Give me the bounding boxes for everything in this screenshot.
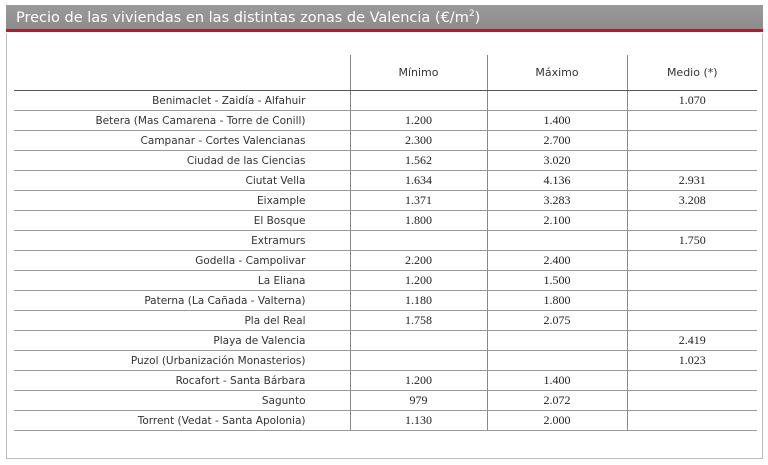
zone-name: Paterna (La Cañada - Valterna) [14, 291, 350, 311]
avg-price: 2.931 [627, 171, 757, 191]
avg-price [627, 371, 757, 391]
table-row [14, 91, 757, 111]
zone-name: Playa de Valencia [14, 331, 350, 351]
zone-name: Ciutat Vella [14, 171, 350, 191]
avg-price [627, 291, 757, 311]
zone-name: Rocafort - Santa Bárbara [14, 371, 350, 391]
min-price: 1.200 [350, 271, 487, 291]
max-price: 1.500 [487, 271, 627, 291]
avg-price [627, 271, 757, 291]
min-price: 979 [350, 391, 487, 411]
table-row [14, 391, 757, 411]
table-row [14, 171, 757, 191]
zone-name: Godella - Campolivar [14, 251, 350, 271]
avg-price: 1.070 [627, 91, 757, 111]
max-price: 2.400 [487, 251, 627, 271]
header-min: Mínimo [350, 55, 487, 91]
max-price [487, 351, 627, 371]
table-row [14, 111, 757, 131]
avg-price: 1.023 [627, 351, 757, 371]
min-price: 1.130 [350, 411, 487, 431]
avg-price: 2.419 [627, 331, 757, 351]
table-header-row [14, 55, 757, 91]
max-price: 2.000 [487, 411, 627, 431]
table-row [14, 371, 757, 391]
table-row [14, 131, 757, 151]
avg-price [627, 131, 757, 151]
zone-name: Eixample [14, 191, 350, 211]
title-bar [6, 5, 763, 32]
table-body [14, 91, 757, 431]
min-price: 2.300 [350, 131, 487, 151]
min-price: 1.634 [350, 171, 487, 191]
zone-name: El Bosque [14, 211, 350, 231]
table-row [14, 291, 757, 311]
min-price: 1.562 [350, 151, 487, 171]
title-suffix: ) [474, 9, 481, 26]
table-row [14, 251, 757, 271]
zone-name: La Eliana [14, 271, 350, 291]
avg-price [627, 151, 757, 171]
min-price: 1.371 [350, 191, 487, 211]
max-price: 1.400 [487, 371, 627, 391]
min-price: 1.180 [350, 291, 487, 311]
avg-price [627, 391, 757, 411]
header-avg: Medio (*) [627, 55, 757, 91]
max-price: 3.020 [487, 151, 627, 171]
avg-price [627, 251, 757, 271]
zone-name: Sagunto [14, 391, 350, 411]
min-price [350, 91, 487, 111]
table-row [14, 271, 757, 291]
zone-name: Ciudad de las Ciencias [14, 151, 350, 171]
max-price: 2.100 [487, 211, 627, 231]
max-price: 2.700 [487, 131, 627, 151]
avg-price [627, 311, 757, 331]
header-zone [14, 55, 350, 91]
min-price: 1.800 [350, 211, 487, 231]
max-price [487, 91, 627, 111]
min-price: 2.200 [350, 251, 487, 271]
min-price [350, 351, 487, 371]
table-row [14, 231, 757, 251]
table-row [14, 311, 757, 331]
table-row [14, 151, 757, 171]
page-title [16, 9, 480, 26]
max-price: 1.400 [487, 111, 627, 131]
avg-price: 1.750 [627, 231, 757, 251]
min-price [350, 331, 487, 351]
title-superscript: 2 [468, 9, 475, 19]
min-price: 1.200 [350, 371, 487, 391]
table-row [14, 191, 757, 211]
price-table [14, 55, 757, 431]
table-row [14, 411, 757, 431]
min-price [350, 231, 487, 251]
max-price: 2.075 [487, 311, 627, 331]
table-row [14, 331, 757, 351]
table-row [14, 211, 757, 231]
header-max: Máximo [487, 55, 627, 91]
avg-price [627, 211, 757, 231]
zone-name: Benimaclet - Zaidía - Alfahuir [14, 91, 350, 111]
min-price: 1.758 [350, 311, 487, 331]
table-row [14, 351, 757, 371]
min-price: 1.200 [350, 111, 487, 131]
zone-name: Pla del Real [14, 311, 350, 331]
max-price: 4.136 [487, 171, 627, 191]
zone-name: Puzol (Urbanización Monasterios) [14, 351, 350, 371]
avg-price [627, 111, 757, 131]
avg-price: 3.208 [627, 191, 757, 211]
max-price [487, 231, 627, 251]
max-price: 1.800 [487, 291, 627, 311]
max-price: 3.283 [487, 191, 627, 211]
zone-name: Betera (Mas Camarena - Torre de Conill) [14, 111, 350, 131]
zone-name: Extramurs [14, 231, 350, 251]
title-main: Precio de las viviendas en las distintas zonas de Valencia (€/m [16, 9, 469, 26]
max-price: 2.072 [487, 391, 627, 411]
zone-name: Campanar - Cortes Valencianas [14, 131, 350, 151]
avg-price [627, 411, 757, 431]
zone-name: Torrent (Vedat - Santa Apolonia) [14, 411, 350, 431]
max-price [487, 331, 627, 351]
